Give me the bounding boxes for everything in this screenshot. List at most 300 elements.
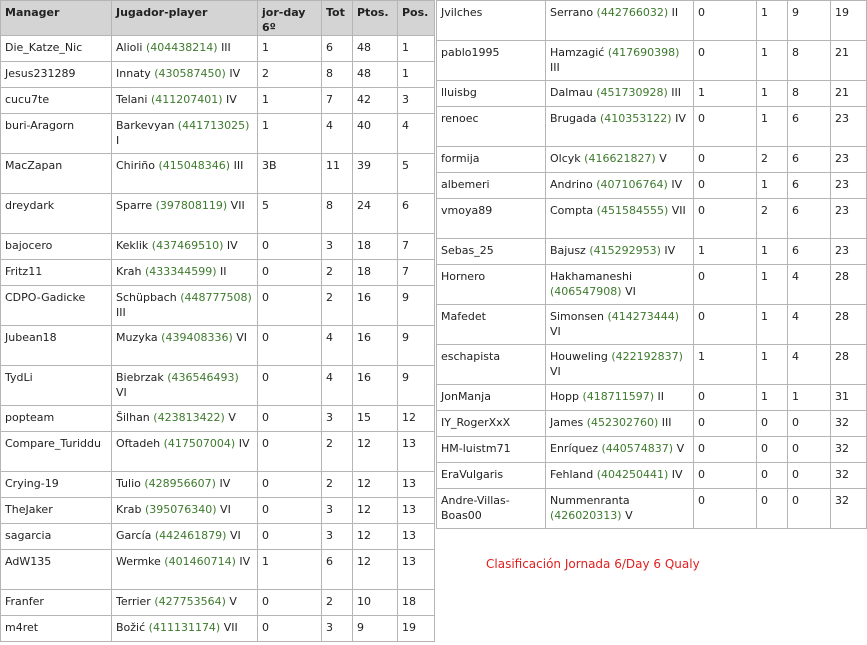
pos-cell: 1 bbox=[398, 36, 435, 62]
player-level: VI bbox=[625, 285, 636, 298]
pts-cell: 12 bbox=[353, 550, 398, 590]
player-level: VII bbox=[223, 621, 238, 634]
player-cell bbox=[546, 345, 694, 385]
player-cell bbox=[546, 173, 694, 199]
pos-cell: 13 bbox=[398, 550, 435, 590]
pts-cell: 16 bbox=[353, 326, 398, 366]
player-level: IV bbox=[675, 112, 686, 125]
player-cell bbox=[546, 147, 694, 173]
pos-cell: 21 bbox=[831, 41, 867, 81]
player-name: Bajusz bbox=[550, 244, 586, 257]
player-id-link[interactable]: (441713025) bbox=[177, 119, 250, 132]
tot-cell: 1 bbox=[757, 345, 788, 385]
player-name: Krah bbox=[116, 265, 142, 278]
player-id-link[interactable]: (442461879) bbox=[154, 529, 227, 542]
pts-cell: 6 bbox=[788, 173, 831, 199]
table-row bbox=[437, 385, 867, 411]
day-cell: 0 bbox=[694, 411, 757, 437]
player-cell bbox=[112, 590, 258, 616]
pts-cell: 6 bbox=[788, 239, 831, 265]
manager-cell: TheJaker bbox=[1, 498, 112, 524]
table-row bbox=[1, 286, 435, 326]
manager-cell: m4ret bbox=[1, 616, 112, 642]
player-id-link[interactable]: (422192837) bbox=[611, 350, 683, 363]
tot-cell: 2 bbox=[322, 590, 353, 616]
qualy-caption: Clasificación Jornada 6/Day 6 Qualy bbox=[486, 557, 700, 571]
pos-cell: 4 bbox=[398, 114, 435, 154]
player-name: Alioli bbox=[116, 41, 143, 54]
pos-cell: 7 bbox=[398, 234, 435, 260]
day-cell: 0 bbox=[258, 472, 322, 498]
player-level: IV bbox=[671, 178, 683, 191]
manager-cell: popteam bbox=[1, 406, 112, 432]
table-row bbox=[1, 260, 435, 286]
pts-cell: 9 bbox=[788, 1, 831, 41]
manager-cell: Andre-Villas-Boas00 bbox=[437, 489, 546, 529]
header-day: jor-day 6º bbox=[258, 1, 322, 36]
pos-cell: 23 bbox=[831, 199, 867, 239]
player-cell bbox=[112, 616, 258, 642]
player-id-link[interactable]: (404438214) bbox=[145, 41, 218, 54]
day-cell: 1 bbox=[694, 81, 757, 107]
day-cell: 0 bbox=[694, 463, 757, 489]
day-cell: 1 bbox=[258, 550, 322, 590]
player-level: II bbox=[657, 390, 665, 403]
player-level: IV bbox=[238, 437, 250, 450]
pos-cell: 28 bbox=[831, 265, 867, 305]
tot-cell: 1 bbox=[757, 385, 788, 411]
day-cell: 0 bbox=[694, 199, 757, 239]
table-row bbox=[437, 305, 867, 345]
player-cell bbox=[546, 437, 694, 463]
player-id-link[interactable]: (407106764) bbox=[596, 178, 668, 191]
player-cell bbox=[112, 550, 258, 590]
pts-cell: 6 bbox=[788, 147, 831, 173]
tot-cell: 4 bbox=[322, 366, 353, 406]
tot-cell: 6 bbox=[322, 36, 353, 62]
manager-cell: buri-Aragorn bbox=[1, 114, 112, 154]
table-row bbox=[1, 616, 435, 642]
tot-cell: 2 bbox=[322, 260, 353, 286]
player-id-link[interactable]: (418711597) bbox=[582, 390, 655, 403]
player-level: VII bbox=[671, 204, 686, 217]
day-cell: 1 bbox=[694, 239, 757, 265]
player-level: VI bbox=[116, 386, 127, 399]
player-cell bbox=[112, 366, 258, 406]
manager-cell: AdW135 bbox=[1, 550, 112, 590]
player-id-link[interactable]: (428956607) bbox=[144, 477, 216, 490]
player-id-link[interactable]: (448777508) bbox=[180, 291, 252, 304]
player-name: Hakhamaneshi bbox=[550, 270, 633, 283]
player-level: III bbox=[221, 41, 231, 54]
player-cell bbox=[546, 463, 694, 489]
day-cell: 0 bbox=[694, 147, 757, 173]
player-level: III bbox=[116, 306, 126, 319]
pos-cell: 13 bbox=[398, 472, 435, 498]
table-row bbox=[1, 234, 435, 260]
pts-cell: 16 bbox=[353, 286, 398, 326]
player-level: IV bbox=[226, 93, 237, 106]
pos-cell: 19 bbox=[831, 1, 867, 41]
table-row bbox=[437, 199, 867, 239]
day-cell: 0 bbox=[694, 265, 757, 305]
pts-cell: 0 bbox=[788, 437, 831, 463]
player-name: García bbox=[116, 529, 152, 542]
tot-cell: 4 bbox=[322, 326, 353, 366]
pts-cell: 9 bbox=[353, 616, 398, 642]
tot-cell: 1 bbox=[757, 265, 788, 305]
manager-cell: sagarcia bbox=[1, 524, 112, 550]
pts-cell: 0 bbox=[788, 411, 831, 437]
player-cell bbox=[112, 498, 258, 524]
player-name: Simonsen bbox=[550, 310, 604, 323]
player-cell bbox=[112, 154, 258, 194]
table-row bbox=[437, 1, 867, 41]
player-name: Sparre bbox=[116, 199, 153, 212]
player-level: III bbox=[661, 416, 672, 429]
player-cell bbox=[112, 234, 258, 260]
player-level: V bbox=[659, 152, 667, 165]
player-name: Oftadeh bbox=[116, 437, 161, 450]
player-id-link[interactable]: (416621827) bbox=[584, 152, 656, 165]
player-level: V bbox=[676, 442, 685, 455]
pos-cell: 9 bbox=[398, 326, 435, 366]
manager-cell: Hornero bbox=[437, 265, 546, 305]
player-name: Enríquez bbox=[550, 442, 598, 455]
pts-cell: 15 bbox=[353, 406, 398, 432]
manager-cell: Sebas_25 bbox=[437, 239, 546, 265]
player-level: I bbox=[116, 134, 120, 147]
manager-cell: MacZapan bbox=[1, 154, 112, 194]
pts-cell: 10 bbox=[353, 590, 398, 616]
pts-cell: 1 bbox=[788, 385, 831, 411]
player-cell bbox=[112, 432, 258, 472]
player-level: IV bbox=[219, 477, 231, 490]
manager-cell: Die_Katze_Nic bbox=[1, 36, 112, 62]
day-cell: 1 bbox=[258, 114, 322, 154]
pts-cell: 4 bbox=[788, 305, 831, 345]
pos-cell: 6 bbox=[398, 194, 435, 234]
pts-cell: 24 bbox=[353, 194, 398, 234]
header-pos: Pos. bbox=[398, 1, 435, 36]
pos-cell: 12 bbox=[398, 406, 435, 432]
pts-cell: 0 bbox=[788, 463, 831, 489]
day-cell: 2 bbox=[258, 62, 322, 88]
pos-cell: 32 bbox=[831, 463, 867, 489]
pts-cell: 40 bbox=[353, 114, 398, 154]
table-row bbox=[437, 81, 867, 107]
manager-cell: HM-luistm71 bbox=[437, 437, 546, 463]
day-cell: 5 bbox=[258, 194, 322, 234]
player-id-link[interactable]: (404250441) bbox=[596, 468, 669, 481]
pts-cell: 8 bbox=[788, 81, 831, 107]
table-row bbox=[1, 498, 435, 524]
manager-cell: CDPO-Gadicke bbox=[1, 286, 112, 326]
player-id-link[interactable]: (415292953) bbox=[589, 244, 661, 257]
manager-cell: renoec bbox=[437, 107, 546, 147]
manager-cell: Mafedet bbox=[437, 305, 546, 345]
pts-cell: 18 bbox=[353, 260, 398, 286]
player-cell bbox=[112, 114, 258, 154]
pts-cell: 6 bbox=[788, 107, 831, 147]
player-name: Nummenranta bbox=[550, 494, 630, 507]
manager-cell: formija bbox=[437, 147, 546, 173]
pos-cell: 32 bbox=[831, 437, 867, 463]
player-cell bbox=[112, 406, 258, 432]
player-level: VI bbox=[550, 365, 561, 378]
day-cell: 0 bbox=[258, 498, 322, 524]
day-cell: 0 bbox=[258, 406, 322, 432]
player-id-link[interactable]: (406547908) bbox=[550, 285, 622, 298]
player-name: Muzyka bbox=[116, 331, 158, 344]
table-row bbox=[1, 62, 435, 88]
day-cell: 0 bbox=[694, 1, 757, 41]
player-id-link[interactable]: (395076340) bbox=[144, 503, 217, 516]
table-row bbox=[1, 194, 435, 234]
tot-cell: 3 bbox=[322, 616, 353, 642]
player-cell bbox=[112, 260, 258, 286]
player-cell bbox=[546, 1, 694, 41]
player-name: Hamzagić bbox=[550, 46, 605, 59]
pos-cell: 18 bbox=[398, 590, 435, 616]
table-row bbox=[1, 154, 435, 194]
table-row bbox=[437, 239, 867, 265]
table-row bbox=[1, 88, 435, 114]
player-id-link[interactable]: (452302760) bbox=[586, 416, 659, 429]
player-id-link[interactable]: (417690398) bbox=[607, 46, 680, 59]
tot-cell: 2 bbox=[322, 432, 353, 472]
player-name: Božić bbox=[116, 621, 146, 634]
table-row bbox=[1, 406, 435, 432]
player-cell bbox=[546, 239, 694, 265]
manager-cell: EraVulgaris bbox=[437, 463, 546, 489]
header-row bbox=[1, 1, 435, 36]
pos-cell: 32 bbox=[831, 411, 867, 437]
pts-cell: 12 bbox=[353, 524, 398, 550]
player-cell bbox=[546, 107, 694, 147]
day-cell: 1 bbox=[258, 88, 322, 114]
manager-cell: Compare_Turiddu bbox=[1, 432, 112, 472]
manager-cell: Crying-19 bbox=[1, 472, 112, 498]
pos-cell: 1 bbox=[398, 62, 435, 88]
player-id-link[interactable]: (427753564) bbox=[154, 595, 226, 608]
player-name: Andrino bbox=[550, 178, 593, 191]
table-row bbox=[437, 107, 867, 147]
manager-cell: albemeri bbox=[437, 173, 546, 199]
day-cell: 0 bbox=[258, 366, 322, 406]
player-id-link[interactable]: (401460714) bbox=[164, 555, 236, 568]
player-id-link[interactable]: (417507004) bbox=[163, 437, 236, 450]
standings-table-left bbox=[0, 0, 435, 642]
player-id-link[interactable]: (426020313) bbox=[550, 509, 622, 522]
pos-cell: 28 bbox=[831, 305, 867, 345]
player-cell bbox=[112, 326, 258, 366]
player-cell bbox=[112, 472, 258, 498]
player-name: Innaty bbox=[116, 67, 151, 80]
day-cell: 0 bbox=[694, 385, 757, 411]
pos-cell: 13 bbox=[398, 432, 435, 472]
player-cell bbox=[112, 524, 258, 550]
player-name: Brugada bbox=[550, 112, 597, 125]
manager-cell: IY_RogerXxX bbox=[437, 411, 546, 437]
pos-cell: 3 bbox=[398, 88, 435, 114]
header-player: Jugador-player bbox=[112, 1, 258, 36]
player-name: Hopp bbox=[550, 390, 579, 403]
tot-cell: 1 bbox=[757, 239, 788, 265]
tot-cell: 3 bbox=[322, 234, 353, 260]
tot-cell: 2 bbox=[322, 286, 353, 326]
pts-cell: 16 bbox=[353, 366, 398, 406]
manager-cell: Jubean18 bbox=[1, 326, 112, 366]
day-cell: 0 bbox=[258, 326, 322, 366]
table-row bbox=[1, 524, 435, 550]
tot-cell: 6 bbox=[322, 550, 353, 590]
manager-cell: vmoya89 bbox=[437, 199, 546, 239]
player-cell bbox=[112, 36, 258, 62]
table-row bbox=[437, 265, 867, 305]
player-name: Serrano bbox=[550, 6, 594, 19]
table-row bbox=[1, 326, 435, 366]
player-cell bbox=[546, 411, 694, 437]
tot-cell: 1 bbox=[757, 81, 788, 107]
player-id-link[interactable]: (451730928) bbox=[596, 86, 668, 99]
standings-table-right bbox=[436, 0, 867, 529]
tot-cell: 8 bbox=[322, 62, 353, 88]
pos-cell: 19 bbox=[398, 616, 435, 642]
pts-cell: 8 bbox=[788, 41, 831, 81]
day-cell: 0 bbox=[258, 616, 322, 642]
pos-cell: 7 bbox=[398, 260, 435, 286]
table-row bbox=[437, 147, 867, 173]
day-cell: 0 bbox=[694, 489, 757, 529]
player-id-link[interactable]: (436546493) bbox=[167, 371, 239, 384]
table-row bbox=[437, 463, 867, 489]
player-name: Terrier bbox=[116, 595, 151, 608]
tot-cell: 7 bbox=[322, 88, 353, 114]
table-row bbox=[1, 472, 435, 498]
player-level: IV bbox=[229, 67, 241, 80]
player-cell bbox=[112, 286, 258, 326]
player-id-link[interactable]: (439408336) bbox=[161, 331, 233, 344]
pos-cell: 21 bbox=[831, 81, 867, 107]
player-level: VI bbox=[220, 503, 231, 516]
player-name: Tulio bbox=[116, 477, 141, 490]
player-cell bbox=[112, 194, 258, 234]
player-id-link[interactable]: (411207401) bbox=[150, 93, 223, 106]
day-cell: 3B bbox=[258, 154, 322, 194]
day-cell: 0 bbox=[258, 260, 322, 286]
day-cell: 0 bbox=[694, 173, 757, 199]
pos-cell: 31 bbox=[831, 385, 867, 411]
manager-cell: cucu7te bbox=[1, 88, 112, 114]
player-name: Schüpbach bbox=[116, 291, 177, 304]
player-cell bbox=[546, 81, 694, 107]
tot-cell: 8 bbox=[322, 194, 353, 234]
player-cell bbox=[546, 305, 694, 345]
player-name: Šilhan bbox=[116, 411, 150, 424]
player-name: Telani bbox=[116, 93, 148, 106]
day-cell: 0 bbox=[258, 590, 322, 616]
tot-cell: 0 bbox=[757, 489, 788, 529]
tot-cell: 1 bbox=[757, 1, 788, 41]
table-row bbox=[1, 590, 435, 616]
player-cell bbox=[546, 41, 694, 81]
player-cell bbox=[546, 199, 694, 239]
player-id-link[interactable]: (397808119) bbox=[155, 199, 228, 212]
player-name: Dalmau bbox=[550, 86, 593, 99]
player-name: James bbox=[550, 416, 584, 429]
pts-cell: 48 bbox=[353, 62, 398, 88]
pts-cell: 12 bbox=[353, 472, 398, 498]
player-level: IV bbox=[664, 244, 676, 257]
player-id-link[interactable]: (414273444) bbox=[607, 310, 680, 323]
tot-cell: 1 bbox=[757, 305, 788, 345]
header-tot: Tot bbox=[322, 1, 353, 36]
pos-cell: 23 bbox=[831, 239, 867, 265]
day-cell: 1 bbox=[694, 345, 757, 385]
player-level: V bbox=[228, 411, 236, 424]
manager-cell: dreydark bbox=[1, 194, 112, 234]
player-level: V bbox=[625, 509, 633, 522]
pos-cell: 23 bbox=[831, 173, 867, 199]
manager-cell: Jvilches bbox=[437, 1, 546, 41]
manager-cell: Jesus231289 bbox=[1, 62, 112, 88]
player-id-link[interactable]: (451584555) bbox=[596, 204, 669, 217]
pos-cell: 13 bbox=[398, 498, 435, 524]
player-name: Olcyk bbox=[550, 152, 581, 165]
pos-cell: 23 bbox=[831, 107, 867, 147]
player-name: Chiriño bbox=[116, 159, 155, 172]
pts-cell: 48 bbox=[353, 36, 398, 62]
pts-cell: 6 bbox=[788, 199, 831, 239]
tot-cell: 2 bbox=[757, 147, 788, 173]
player-id-link[interactable]: (423813422) bbox=[153, 411, 225, 424]
pts-cell: 18 bbox=[353, 234, 398, 260]
pts-cell: 0 bbox=[788, 489, 831, 529]
pts-cell: 4 bbox=[788, 345, 831, 385]
player-name: Keklik bbox=[116, 239, 149, 252]
pos-cell: 5 bbox=[398, 154, 435, 194]
player-id-link[interactable]: (430587450) bbox=[154, 67, 226, 80]
table-row bbox=[437, 411, 867, 437]
player-level: V bbox=[229, 595, 237, 608]
player-id-link[interactable]: (415048346) bbox=[158, 159, 231, 172]
day-cell: 0 bbox=[694, 437, 757, 463]
player-name: Compta bbox=[550, 204, 594, 217]
player-id-link[interactable]: (433344599) bbox=[144, 265, 217, 278]
player-cell bbox=[112, 62, 258, 88]
tot-cell: 0 bbox=[757, 463, 788, 489]
player-id-link[interactable]: (410353122) bbox=[600, 112, 672, 125]
player-level: VI bbox=[229, 529, 241, 542]
player-name: Barkevyan bbox=[116, 119, 175, 132]
player-id-link[interactable]: (411131174) bbox=[148, 621, 221, 634]
player-level: VII bbox=[230, 199, 245, 212]
header-pts: Ptos. bbox=[353, 1, 398, 36]
player-level: VI bbox=[236, 331, 248, 344]
player-id-link[interactable]: (442766032) bbox=[596, 6, 669, 19]
table-row bbox=[1, 36, 435, 62]
player-id-link[interactable]: (437469510) bbox=[151, 239, 224, 252]
pts-cell: 39 bbox=[353, 154, 398, 194]
tot-cell: 3 bbox=[322, 406, 353, 432]
header-manager: Manager bbox=[1, 1, 112, 36]
table-row bbox=[1, 432, 435, 472]
player-name: Biebrzak bbox=[116, 371, 164, 384]
player-level: IV bbox=[671, 468, 683, 481]
player-id-link[interactable]: (440574837) bbox=[601, 442, 674, 455]
player-level: II bbox=[220, 265, 227, 278]
